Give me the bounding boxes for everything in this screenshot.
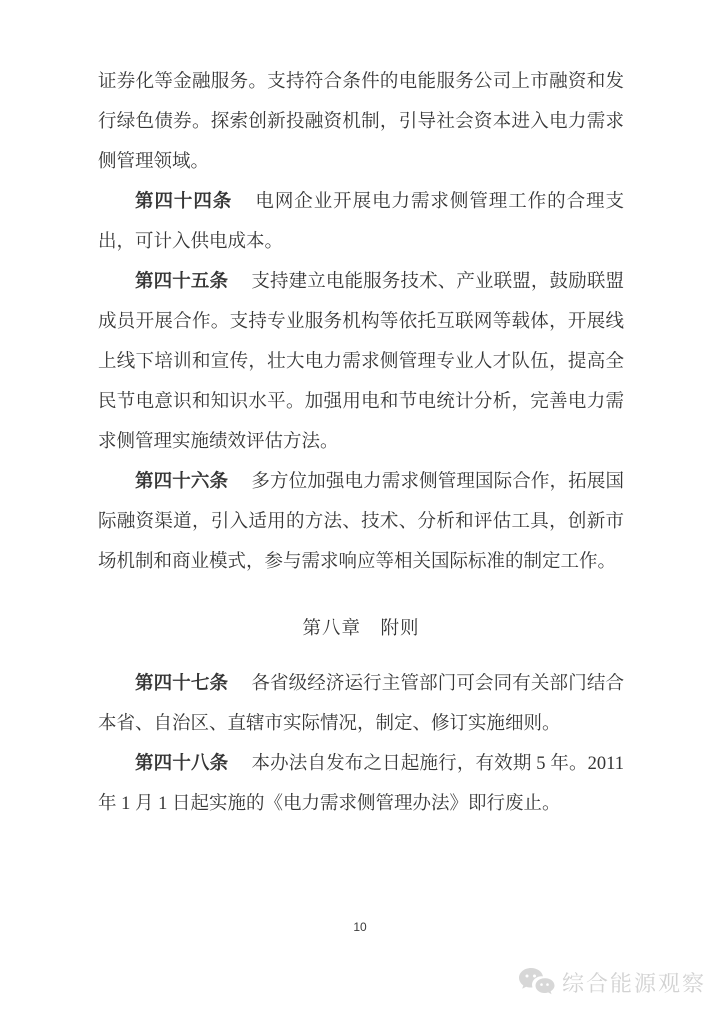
article-paragraph-46 xyxy=(98,462,624,582)
article-text: 各省级经济运行主管部门可会同有关部门结合本省、自治区、直辖市实际情况，制定、修订实施细则。 xyxy=(98,674,624,734)
article-text: 本办法自发布之日起施行，有效期 5 年。2011 年 1 月 1 日起实施的《电力需求侧管理办法》即行废止。 xyxy=(98,754,624,814)
article-text: 支持建立电能服务技术、产业联盟，鼓励联盟成员开展合作。支持专业服务机构等依托互联网等载体，开展线上线下培训和宣传，壮大电力需求侧管理专业人才队伍，提高全民节电意识和知识水平。加强用电和节电统计分析，完善电力需求侧管理实施绩效评估方法。 xyxy=(98,272,624,452)
document-body xyxy=(98,62,624,824)
page-number: 10 xyxy=(353,920,367,934)
watermark xyxy=(517,966,706,998)
chapter-heading: 第八章 附则 xyxy=(302,619,420,639)
wechat-icon xyxy=(517,966,555,998)
article-paragraph-48 xyxy=(98,744,624,824)
article-label: 第四十八条 xyxy=(135,754,229,774)
watermark-text: 综合能源观察 xyxy=(561,970,706,996)
body-paragraph: 证券化等金融服务。支持符合条件的电能服务公司上市融资和发行绿色债券。探索创新投融资机制，引导社会资本进入电力需求侧管理领域。 xyxy=(98,72,624,172)
article-label: 第四十六条 xyxy=(135,472,229,492)
article-text: 电网企业开展电力需求侧管理工作的合理支出，可计入供电成本。 xyxy=(98,192,624,252)
article-paragraph-44 xyxy=(98,182,624,262)
article-paragraph-45 xyxy=(98,262,624,462)
article-text: 多方位加强电力需求侧管理国际合作，拓展国际融资渠道，引入适用的方法、技术、分析和评估工具，创新市场机制和商业模式，参与需求响应等相关国际标准的制定工作。 xyxy=(98,472,624,572)
article-label: 第四十四条 xyxy=(135,192,233,212)
article-paragraph-47 xyxy=(98,664,624,744)
article-label: 第四十七条 xyxy=(135,674,229,694)
article-label: 第四十五条 xyxy=(135,272,229,292)
